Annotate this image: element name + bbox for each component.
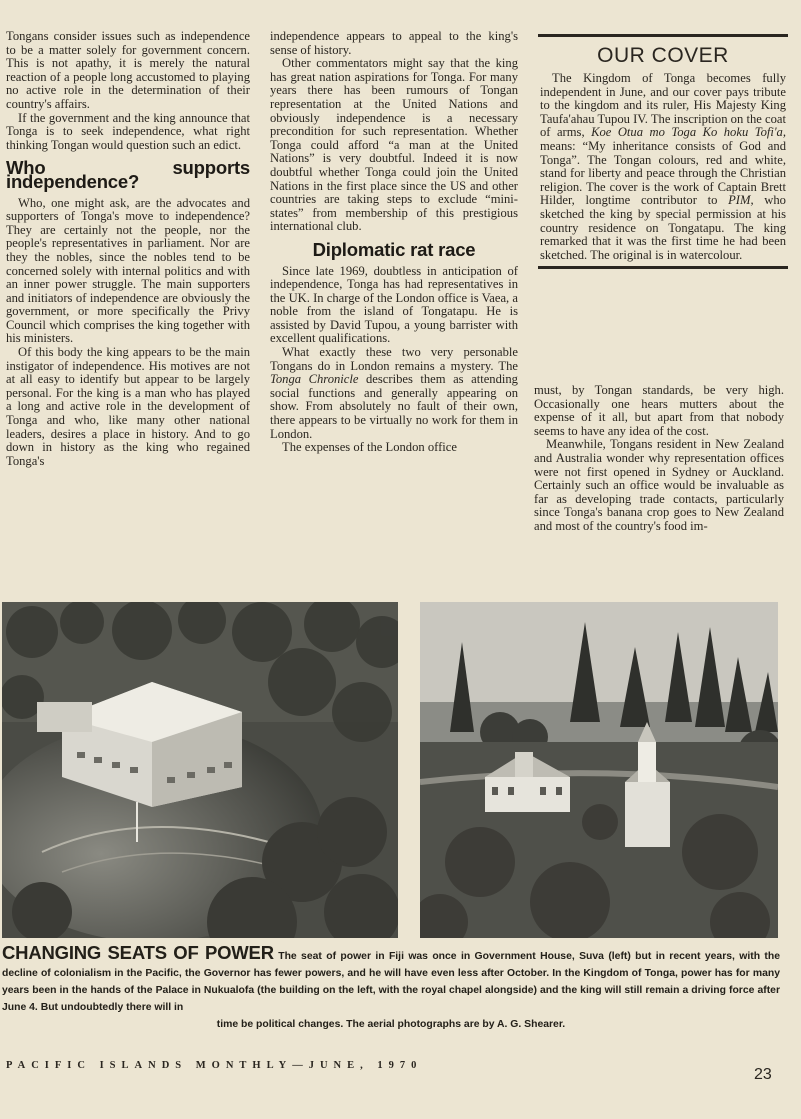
magazine-name: PIM, [728,193,754,208]
text-run: describes them as attending social functions and generally appearing on show. From absolutely no fault of their own, there appears to be virtually no work for them in London. [270,372,518,441]
paragraph: Since late 1969, doubtless in anticipation of independence, Tonga has had representatives in the UK. In charge of the London office is Vaea, a noble from the island of Tongatapu. He is assisted by David Tupou, a young barrister with excellent qualifications. [270,263,518,346]
paragraph: Other commentators might say that the king has great nation aspirations for Tonga. For many years there has been rumours of Tongan representation at the United Nations and obviously independence is a necessary precondition for such representation. Whether Tonga could afford “a man at the United Nations” is very doubtful. Indeed it is now doubtful whether Tonga could join the United Nations in the first place since the US and other countries are taking steps to exclude “mini-states” from membership of this prestigious international club. [270,56,518,234]
cover-box-title: OUR COVER [597,44,729,67]
cover-box-text [540,72,786,262]
aerial-photo-palace-chapel [420,602,778,938]
paragraph: independence appears to appeal to the king's sense of history. [270,29,518,57]
publication-name: Tonga Chronicle [270,372,359,387]
article-column-1 [6,30,250,468]
caption-heading: CHANGING SEATS OF POWER [2,942,274,963]
section-heading-diplomatic: Diplomatic rat race [312,238,476,260]
paragraph: The expenses of the London office [282,440,457,455]
article-column-2 [270,30,518,455]
text-run: who sketched the king by special permission at his country residence on Tongatapu. The king remarked that it was the first time he had been sketched. The original is in watercolour. [540,193,786,262]
paragraph: Meanwhile, Tongans resident in New Zealand and Australia wonder why representation offices were not first opened in Sydney or Auckland. Certainly such an office would be invaluable as far as developing trade contacts, particularly since Tonga's banana crop goes to New Zealand and most of the country's food im- [534,437,784,533]
paragraph [270,346,518,441]
caption-end: time be political changes. The aerial photographs are by A. G. Shearer. [216,1019,566,1030]
photo-royal-palace [420,602,778,938]
article-column-3 [534,384,784,534]
aerial-photo-government-house [2,602,398,938]
paragraph: Tongans consider issues such as independence to be a matter solely for government concern. This is not apathy, it is merely the natural reaction of a people long accustomed to playing no active role in the determination of their country's affairs. [6,29,250,111]
paragraph: Who, one might ask, are the advocates and supporters of Tonga's move to independence? They are certainly not the people, nor the people's representatives in parliament. Nor are they the nobles, since the nobles tend to be concerned solely with internal politics and with an inner power struggle. The main supporters and initiators of independence are obviously the government, or more specifically the Privy Council which comprises the king together with his ministers. [6,195,250,346]
running-footer: PACIFIC ISLANDS MONTHLY—JUNE, 1970 [6,1060,423,1071]
motto-text: Koe Otua mo Toga Ko hoku Tofi'a, [591,125,786,140]
photo-caption [2,944,780,1033]
caption-body: The seat of power in Fiji was once in Government House, Suva (left) but in recent years, with the decline of colonialism in the Pacific, the Governor has fewer powers, and he will have even less after October. In the Kingdom of Tonga, power has for many years been in the hands of the Palace in Nukualofa (the building on the left, with the royal chapel alongside) and the king will still remain a driving force after June 4. But undoubtedly there will in [2,951,780,1013]
text-run: What exactly these two very personable Tongans do in London remains a mystery. The [270,345,518,373]
paragraph: If the government and the king announce that Tonga is to seek independence, what right thinking Tongan would question such an edict. [6,110,250,152]
section-heading-independence: Who supports independence? [6,157,250,192]
paragraph: must, by Tongan standards, be very high. Occasionally one hears mutters about the expense of it all, but apart from that nobody seems to have any idea of the cost. [534,383,784,438]
text-run: means: “My inheritance consists of God and Tonga”. The Tongan colours, red and white, stand for liberty and peace through the Christian religion. The cover is the work of Captain Brett Hilder, longtime contributor to [540,138,786,208]
paragraph: Of this body the king appears to be the main instigator of independence. His motives are not at all easy to identify but appear to be largely personal. For the king is a man who has played a long and active role in the development of Tonga and who, like many other national leaders, desires a place in history. And to go down in history as the king who regained Tonga's [6,345,250,468]
our-cover-box [538,34,788,269]
text-run: The Kingdom of Tonga becomes fully independent in June, and our cover pays tribute to the kingdom and its ruler, His Majesty King Taufa'ahau Tupou IV. The inscription on the coat of arms, [540,71,786,140]
photo-government-house [2,602,398,938]
page-number: 23 [754,1066,772,1083]
